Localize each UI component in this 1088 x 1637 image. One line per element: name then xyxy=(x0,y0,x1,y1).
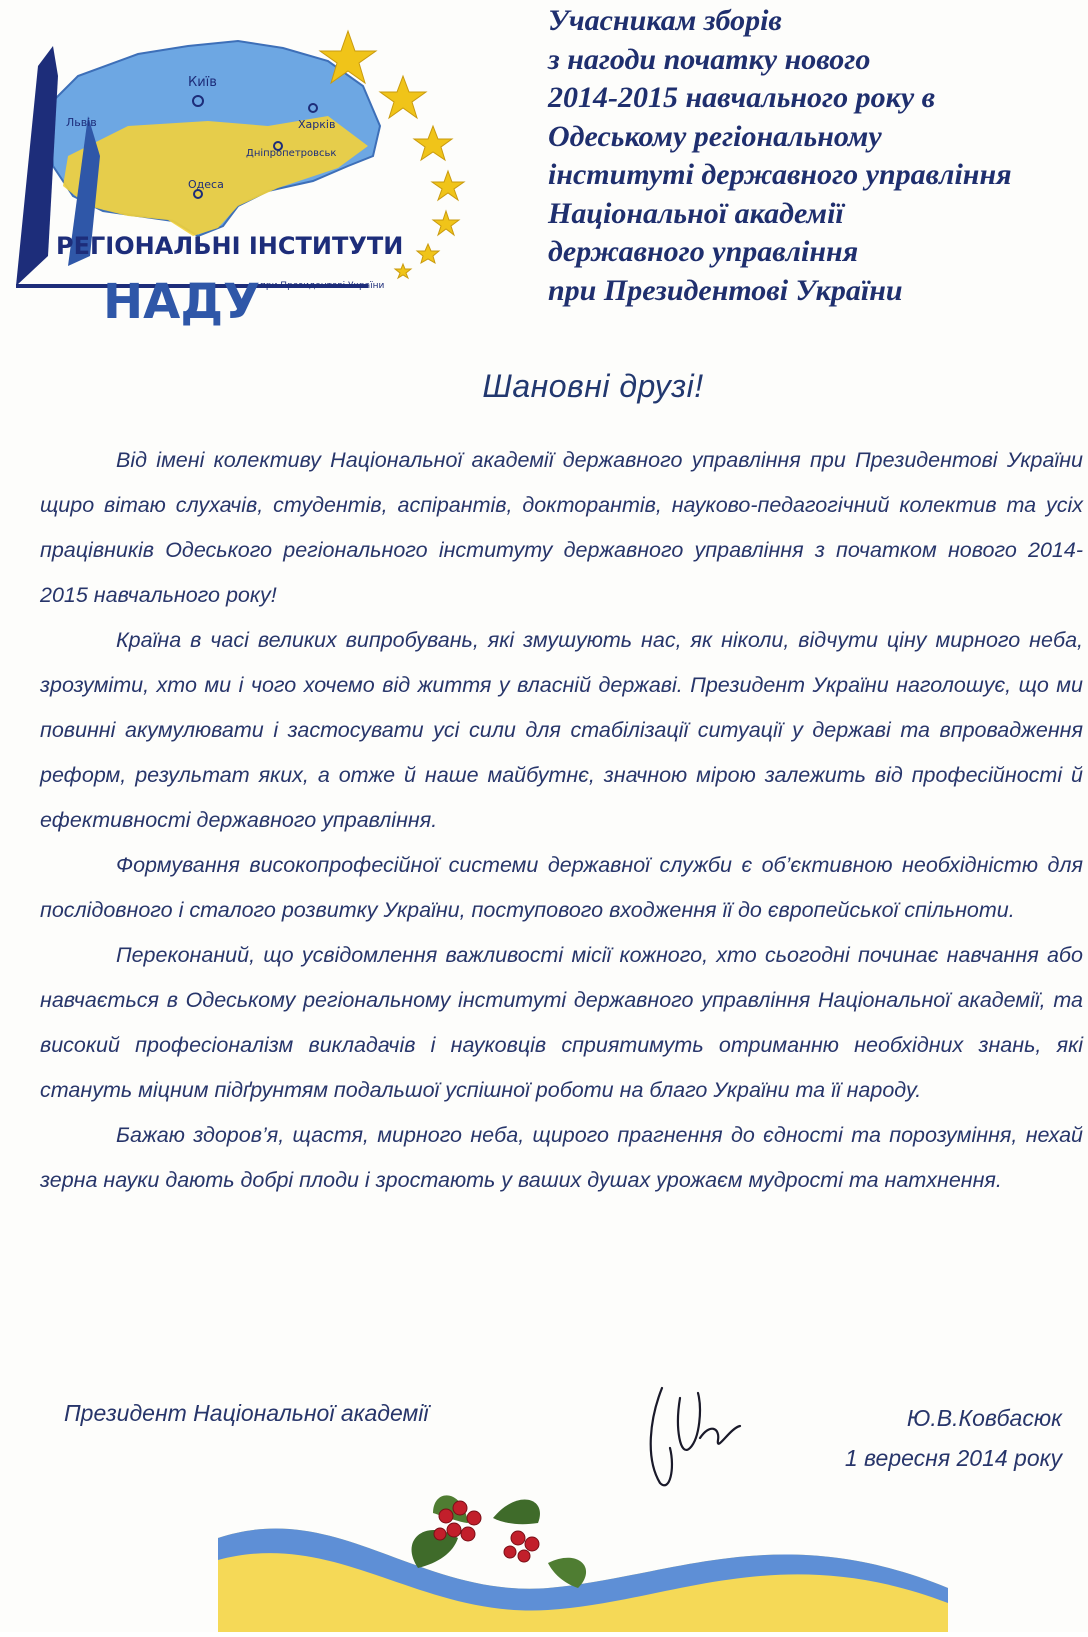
letter-date: 1 вересня 2014 року xyxy=(844,1445,1062,1471)
addressee-line: 2014-2015 навчального року в xyxy=(548,81,936,114)
signer-position: Президент Національної академії xyxy=(64,1400,429,1426)
addressee-line: державного управління xyxy=(548,235,859,268)
city-label: Дніпропетровськ xyxy=(246,148,337,159)
body-paragraph: Переконаний, що усвідомлення важливості місії кожного, хто сьогодні починає навчання або навчається в Одеському регіональному інституті державного управління Національної академії, та високий професіоналізм викладачів і науковців сприятимуть отриманню необхідних знань, які стануть міцним підґрунтям подальшої успішної роботи на благо України та її народу. xyxy=(40,943,1083,1102)
addressee-line: Учасникам зборів xyxy=(548,4,782,37)
city-label: Львів xyxy=(66,116,97,129)
body-paragraph: Від імені колективу Національної академії державного управління при Президентові України щиро вітаю слухачів, студентів, аспірантів, докторантів, науково-педагогічний колектив та усіх працівників Одеського регіонального інституту державного управління з початком нового 2014-2015 навчального року! xyxy=(40,448,1083,607)
city-label: Харків xyxy=(298,118,336,131)
addressee-line: Одеському регіональному xyxy=(548,119,882,153)
addressee-line: інституті державного управління xyxy=(548,158,1012,191)
logo-acronym: НАДУ xyxy=(103,274,261,330)
addressee-line: з нагоди початку нового xyxy=(548,42,871,76)
logo-subtitle: при Президентові України xyxy=(260,281,385,291)
addressee-line: при Президентові України xyxy=(548,273,903,307)
body-paragraph: Формування високопрофесійної системи державної служби є об’єктивною необхідністю для послідовного і сталого розвитку України, поступового входження її до європейської спільноти. xyxy=(40,853,1083,922)
city-label: Одеса xyxy=(188,178,224,191)
signer-name: Ю.В.Ковбасюк xyxy=(906,1405,1062,1431)
body-paragraph: Бажаю здоров’я, щастя, мирного неба, щирого прагнення до єдності та порозуміння, нехай зерна науки дають добрі плоди і зростають у ваших душах урожаєм мудрості та натхнення. xyxy=(40,1123,1083,1192)
letter-body xyxy=(40,438,1083,1203)
addressee-line: Національної академії xyxy=(548,196,844,230)
institute-logo xyxy=(8,6,483,346)
addressee-block xyxy=(548,2,1078,310)
ribbon-decoration xyxy=(218,1478,948,1632)
greeting-heading: Шановні друзі! xyxy=(482,368,704,404)
logo-title: РЕГІОНАЛЬНІ ІНСТИТУТИ xyxy=(56,232,404,260)
signer-block xyxy=(845,1398,1062,1478)
body-paragraph: Країна в часі великих випробувань, які змушують нас, як ніколи, відчути ціну мирного неба, зрозуміти, хто ми і чого хочемо від життя у власній державі. Президент України наголошує, що ми повинні акумулювати і застосувати усі сили для стабілізації ситуації у державі та впровадження реформ, результат яких, а отже й наше майбутнє, значною мірою залежить від професійності й ефективності державного управління. xyxy=(40,628,1083,832)
city-label: Київ xyxy=(188,75,217,90)
logo-graphic xyxy=(8,6,483,346)
